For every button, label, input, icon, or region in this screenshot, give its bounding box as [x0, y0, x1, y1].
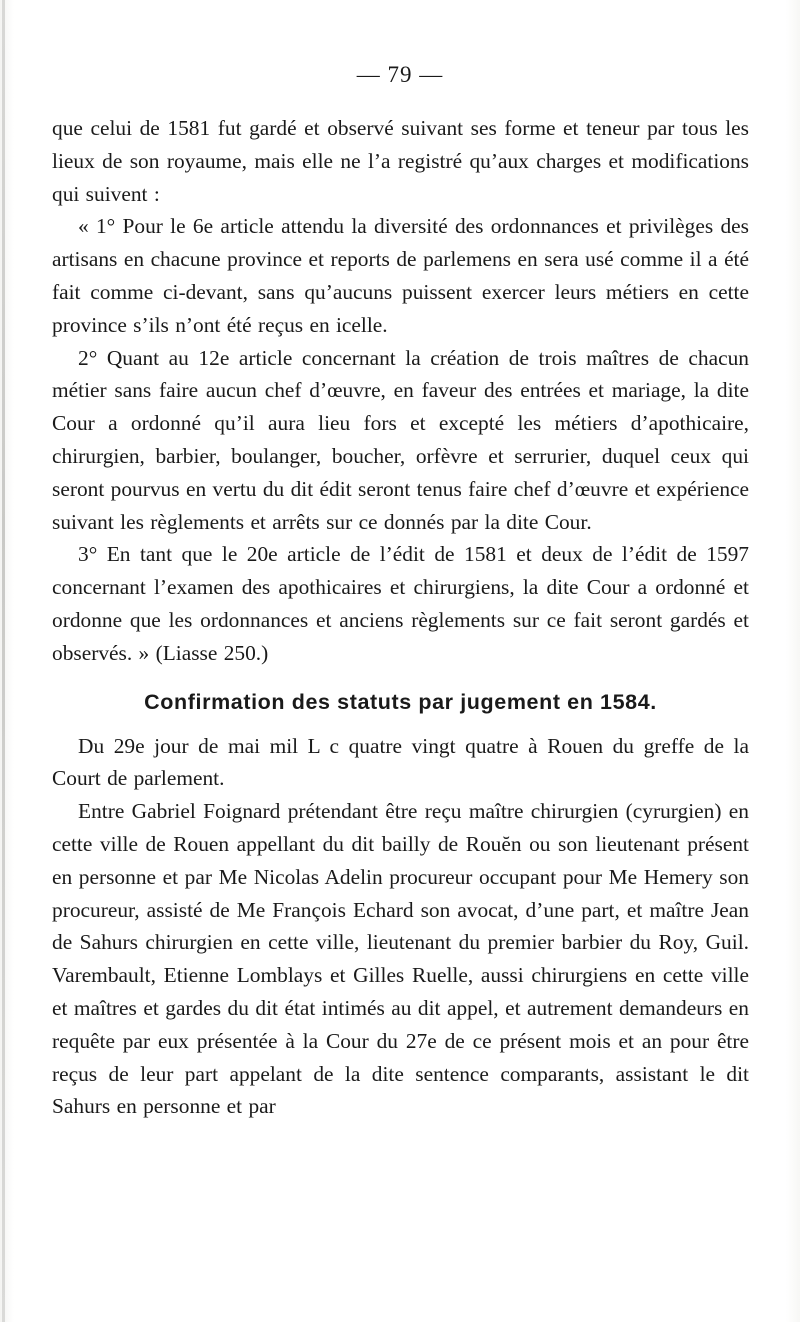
paragraph-article-20: 3° En tant que le 20e article de l’édit de 1581 et deux de l’édit de 1597 concernant l’examen des apothicaires et chirurgiens, la dite Cour a ordonné et ordonne que les ordonnances et anciens règlements sur ce fait seront gardés et observés. » (Liasse 250.)	[52, 542, 749, 665]
paragraph-article-12: 2° Quant au 12e article concernant la création de trois maîtres de chacun métier sans faire aucun chef d’œuvre, en faveur des entrées et mariage, la dite Cour a ordonné qu’il aura lieu fors et excepté les métiers d’apothicaire, chirurgien, barbier, boulanger, boucher, orfèvre et serrurier, duquel ceux qui seront pourvus en vertu du dit édit seront tenus faire chef d’œuvre et expérience suivant les règlements et arrêts sur ce donnés par la dite Cour.	[52, 345, 749, 534]
paragraph-article-6: « 1° Pour le 6e article attendu la diversité des ordonnances et privilèges des artisans en chacune province et reports de parlemens en sera usé comme il a été fait comme ci-devant, sans qu’aucuns puissent exercer leurs métiers en cette province s’ils n’ont été reçus en icelle.	[52, 214, 749, 337]
page-binding-edge	[2, 0, 5, 1322]
page-number: — 79 —	[356, 62, 444, 87]
section-heading: Confirmation des statuts par jugement en 1584.	[144, 689, 657, 714]
paragraph-parties: Entre Gabriel Foignard prétendant être reçu maître chirurgien (cyrurgien) en cette ville de Rouen appellant du dit bailly de Rouĕn ou son lieutenant présent en personne et par Me Nicolas Adelin procureur occupant pour Me Hemery son procureur, assisté de Me François Echard son avocat, d’une part, et maître Jean de Sahurs chirurgien en cette ville, lieutenant du premier barbier du Roy, Guil. Varembault, Etienne Lomblays et Gilles Ruelle, aussi chirurgiens en cette ville et maîtres et gardes du dit état intimés au dit appel, et autrement demandeurs en requête par eux présentée à la Cour du 27e de ce présent mois et an pour être reçus de leur part appelant de la dite sentence comparants, assistant le dit Sahurs en personne et par	[52, 799, 749, 1119]
page-body	[52, 112, 749, 1123]
paragraph-date: Du 29e jour de mai mil L c quatre vingt quatre à Rouen du greffe de la Court de parlement.	[52, 733, 749, 791]
paragraph-continuation: que celui de 1581 fut gardé et observé suivant ses forme et teneur par tous les lieux de son royaume, mais elle ne l’a registré qu’aux charges et modifications qui suivent :	[52, 116, 749, 206]
